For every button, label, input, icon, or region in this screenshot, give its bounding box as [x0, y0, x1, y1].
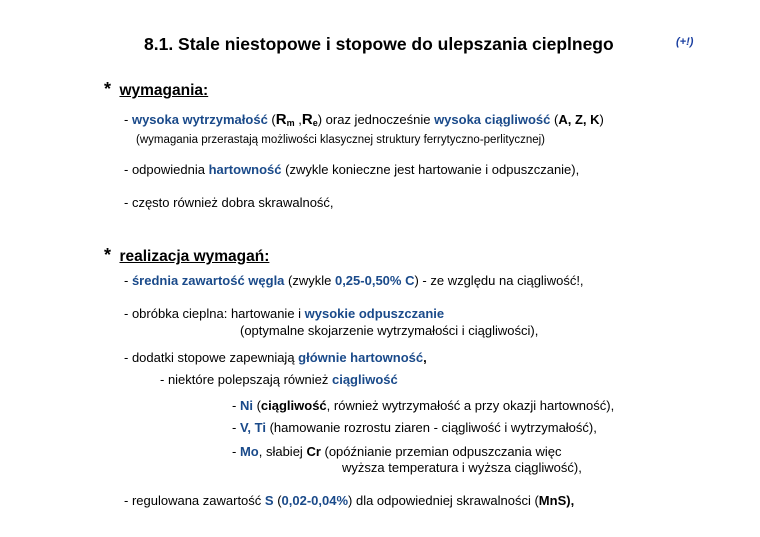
element-mo-cr-cont: wyższa temperatura i wyższa ciągliwość),: [342, 460, 582, 475]
realization-carbon: - średnia zawartość węgla (zwykle 0,25-0,50% C) - ze względu na ciągliwość!,: [124, 273, 584, 288]
requirement-strength: - wysoka wytrzymałość ($R_m$ $,R_e$) oraz jednocześnie wysoka ciągliwość (A, Z, K): [124, 111, 604, 128]
requirement-machinability: - często również dobra skrawalność,: [124, 195, 334, 210]
realization-heat-treatment: - obróbka cieplna: hartowanie i wysokie odpuszczanie: [124, 306, 445, 321]
section-heading: realizacja wymagań:: [119, 248, 270, 265]
bullet-star-icon: *: [104, 245, 112, 265]
element-mo-cr: - Mo, słabiej Cr (opóźnianie przemian odpuszczania więc: [232, 444, 562, 459]
realization-alloying: - dodatki stopowe zapewniają głównie hartowność,: [124, 350, 427, 365]
requirement-note: (wymagania przerastają możliwości klasycznej struktury ferrytyczno-perlitycznej): [136, 134, 546, 146]
section-realization-header: [104, 245, 269, 266]
page-title: 8.1. Stale niestopowe i stopowe do ulepszania cieplnego: [144, 34, 614, 54]
importance-badge: (+!): [676, 36, 694, 48]
section-requirements-header: [104, 79, 208, 100]
realization-heat-treatment-cont: (optymalne skojarzenie wytrzymałości i ciągliwości),: [240, 323, 539, 338]
realization-sulfur: - regulowana zawartość S (0,02-0,04%) dla odpowiedniej skrawalności (MnS),: [124, 493, 575, 508]
element-v-ti: - V, Ti (hamowanie rozrostu ziaren - ciągliwość i wytrzymałość),: [232, 420, 597, 435]
section-heading: wymagania:: [119, 82, 209, 99]
bullet-star-icon: *: [104, 79, 112, 99]
realization-alloying-ductility: - niektóre polepszają również ciągliwość: [160, 372, 398, 387]
requirement-hardenability: - odpowiednia hartowność (zwykle konieczne jest hartowanie i odpuszczanie),: [124, 162, 580, 177]
element-ni: - Ni (ciągliwość, również wytrzymałość a przy okazji hartowność),: [232, 398, 615, 413]
